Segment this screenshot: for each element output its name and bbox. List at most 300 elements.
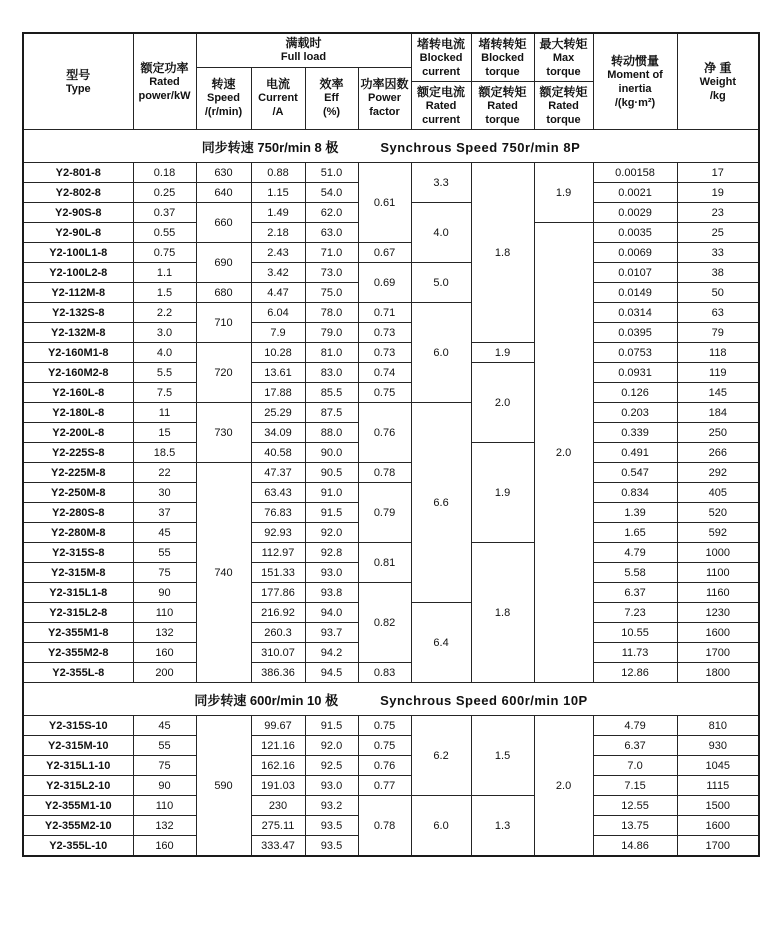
cell-value: 0.71 bbox=[358, 303, 411, 323]
cell-value: 1000 bbox=[677, 543, 759, 563]
cell-value: 177.86 bbox=[251, 583, 305, 603]
cell-value: 310.07 bbox=[251, 643, 305, 663]
header-label: /(r/min) bbox=[204, 106, 243, 119]
cell-value: 25.29 bbox=[251, 403, 305, 423]
header-label: 电流 bbox=[265, 77, 290, 92]
cell-value: 7.23 bbox=[593, 603, 677, 623]
cell-value: 0.55 bbox=[133, 223, 196, 243]
cell-value: 6.0 bbox=[411, 796, 471, 857]
table-row bbox=[23, 796, 759, 816]
cell-model-type: Y2-100L2-8 bbox=[23, 263, 133, 283]
cell-value: 94.2 bbox=[305, 643, 358, 663]
header-label: torque bbox=[485, 65, 520, 78]
cell-value: 1160 bbox=[677, 583, 759, 603]
header-label: Type bbox=[65, 82, 91, 95]
header-label: Rated bbox=[149, 75, 180, 88]
cell-value: 4.79 bbox=[593, 716, 677, 736]
cell-value: 6.04 bbox=[251, 303, 305, 323]
cell-model-type: Y2-315L2-8 bbox=[23, 603, 133, 623]
header-label: Blocked bbox=[419, 51, 463, 64]
cell-value: 4.0 bbox=[411, 203, 471, 263]
cell-value: 0.76 bbox=[358, 756, 411, 776]
table-row bbox=[23, 736, 759, 756]
cell-value: 1.15 bbox=[251, 183, 305, 203]
cell-value: 93.0 bbox=[305, 563, 358, 583]
ratio-numerator bbox=[412, 34, 471, 82]
table-row bbox=[23, 663, 759, 683]
cell-value: 0.75 bbox=[358, 736, 411, 756]
header-label: power/kW bbox=[138, 89, 191, 102]
header-label: 效率 bbox=[319, 77, 344, 92]
cell-value: 12.86 bbox=[593, 663, 677, 683]
cell-value: 1230 bbox=[677, 603, 759, 623]
cell-value: 1700 bbox=[677, 836, 759, 857]
cell-value: 0.88 bbox=[251, 163, 305, 183]
cell-value: 690 bbox=[196, 243, 251, 283]
cell-model-type: Y2-200L-8 bbox=[23, 423, 133, 443]
cell-value: 92.0 bbox=[305, 736, 358, 756]
cell-value: 90.5 bbox=[305, 463, 358, 483]
cell-value: 12.55 bbox=[593, 796, 677, 816]
header-label: Full load bbox=[280, 51, 327, 64]
cell-value: 110 bbox=[133, 796, 196, 816]
cell-value: 4.0 bbox=[133, 343, 196, 363]
header-label: torque bbox=[546, 113, 581, 126]
header-label: torque bbox=[546, 65, 581, 78]
cell-model-type: Y2-180L-8 bbox=[23, 403, 133, 423]
cell-value: 93.5 bbox=[305, 836, 358, 857]
table-row bbox=[23, 363, 759, 383]
cell-value: 94.0 bbox=[305, 603, 358, 623]
cell-value: 25 bbox=[677, 223, 759, 243]
cell-value: 0.00158 bbox=[593, 163, 677, 183]
cell-value: 71.0 bbox=[305, 243, 358, 263]
cell-value: 17.88 bbox=[251, 383, 305, 403]
cell-value: 0.203 bbox=[593, 403, 677, 423]
cell-value: 75 bbox=[133, 563, 196, 583]
header-moment-of-inertia bbox=[593, 33, 677, 130]
cell-value: 132 bbox=[133, 623, 196, 643]
cell-value: 0.76 bbox=[358, 403, 411, 463]
cell-value: 90.0 bbox=[305, 443, 358, 463]
cell-value: 0.81 bbox=[358, 543, 411, 583]
cell-value: 13.75 bbox=[593, 816, 677, 836]
cell-value: 112.97 bbox=[251, 543, 305, 563]
cell-value: 18.5 bbox=[133, 443, 196, 463]
cell-value: 0.75 bbox=[358, 716, 411, 736]
cell-value: 17 bbox=[677, 163, 759, 183]
cell-value: 37 bbox=[133, 503, 196, 523]
cell-value: 720 bbox=[196, 343, 251, 403]
cell-value: 145 bbox=[677, 383, 759, 403]
cell-value: 275.11 bbox=[251, 816, 305, 836]
cell-value: 2.0 bbox=[471, 363, 534, 443]
cell-value: 63.43 bbox=[251, 483, 305, 503]
cell-value: 5.5 bbox=[133, 363, 196, 383]
cell-value: 1.5 bbox=[133, 283, 196, 303]
cell-value: 30 bbox=[133, 483, 196, 503]
cell-value: 10.55 bbox=[593, 623, 677, 643]
cell-value: 1115 bbox=[677, 776, 759, 796]
cell-model-type: Y2-160M2-8 bbox=[23, 363, 133, 383]
section-title-en: Synchrous Speed 750r/min 8P bbox=[380, 139, 581, 155]
cell-model-type: Y2-225S-8 bbox=[23, 443, 133, 463]
cell-value: 592 bbox=[677, 523, 759, 543]
cell-value: 2.0 bbox=[534, 223, 593, 683]
table-row bbox=[23, 323, 759, 343]
table-row bbox=[23, 263, 759, 283]
section-title-en: Synchrous Speed 600r/min 10P bbox=[380, 692, 588, 708]
header-type bbox=[23, 33, 133, 130]
cell-value: 0.339 bbox=[593, 423, 677, 443]
ratio-denominator bbox=[535, 82, 593, 129]
header-max-torque-ratio bbox=[534, 33, 593, 130]
cell-value: 78.0 bbox=[305, 303, 358, 323]
cell-value: 1600 bbox=[677, 623, 759, 643]
cell-value: 92.5 bbox=[305, 756, 358, 776]
cell-model-type: Y2-280M-8 bbox=[23, 523, 133, 543]
header-label: current bbox=[422, 65, 460, 78]
cell-model-type: Y2-100L1-8 bbox=[23, 243, 133, 263]
section-header-row bbox=[23, 683, 759, 716]
cell-value: 0.0021 bbox=[593, 183, 677, 203]
cell-value: 266 bbox=[677, 443, 759, 463]
header-full-load bbox=[196, 33, 411, 67]
cell-value: 0.77 bbox=[358, 776, 411, 796]
table-row bbox=[23, 483, 759, 503]
header-label: 额定转矩 bbox=[478, 84, 527, 99]
cell-value: 6.37 bbox=[593, 583, 677, 603]
cell-value: 2.2 bbox=[133, 303, 196, 323]
cell-value: 230 bbox=[251, 796, 305, 816]
header-label: inertia bbox=[618, 82, 652, 95]
section-title bbox=[23, 683, 759, 716]
motor-spec-table bbox=[22, 32, 760, 857]
header-label: Moment of bbox=[607, 68, 663, 81]
cell-value: 0.79 bbox=[358, 483, 411, 543]
header-label: /A bbox=[272, 106, 284, 119]
header-label: 转速 bbox=[211, 77, 236, 92]
header-label: 最大转矩 bbox=[539, 36, 588, 51]
cell-model-type: Y2-90S-8 bbox=[23, 203, 133, 223]
cell-value: 1700 bbox=[677, 643, 759, 663]
cell-value: 119 bbox=[677, 363, 759, 383]
cell-value: 216.92 bbox=[251, 603, 305, 623]
cell-value: 88.0 bbox=[305, 423, 358, 443]
cell-model-type: Y2-355L-8 bbox=[23, 663, 133, 683]
ratio-numerator bbox=[535, 34, 593, 82]
table-row bbox=[23, 243, 759, 263]
cell-value: 79 bbox=[677, 323, 759, 343]
cell-value: 63 bbox=[677, 303, 759, 323]
cell-model-type: Y2-355M2-8 bbox=[23, 643, 133, 663]
cell-value: 1100 bbox=[677, 563, 759, 583]
cell-value: 55 bbox=[133, 543, 196, 563]
header-label: 额定转矩 bbox=[539, 84, 588, 99]
cell-value: 13.61 bbox=[251, 363, 305, 383]
cell-value: 630 bbox=[196, 163, 251, 183]
table-row bbox=[23, 463, 759, 483]
cell-value: 3.3 bbox=[411, 163, 471, 203]
cell-value: 45 bbox=[133, 716, 196, 736]
header-label: Current bbox=[258, 92, 298, 105]
spec-table-body bbox=[23, 33, 759, 856]
cell-value: 11 bbox=[133, 403, 196, 423]
header-label: factor bbox=[369, 106, 400, 119]
cell-model-type: Y2-802-8 bbox=[23, 183, 133, 203]
cell-model-type: Y2-355M2-10 bbox=[23, 816, 133, 836]
header-label: 额定电流 bbox=[417, 84, 466, 99]
cell-value: 7.9 bbox=[251, 323, 305, 343]
cell-value: 3.0 bbox=[133, 323, 196, 343]
header-label: /kg bbox=[709, 89, 726, 102]
cell-model-type: Y2-355L-10 bbox=[23, 836, 133, 857]
cell-model-type: Y2-225M-8 bbox=[23, 463, 133, 483]
table-row bbox=[23, 716, 759, 736]
cell-value: 1.8 bbox=[471, 543, 534, 683]
cell-value: 0.0029 bbox=[593, 203, 677, 223]
cell-value: 76.83 bbox=[251, 503, 305, 523]
cell-value: 91.5 bbox=[305, 716, 358, 736]
header-label: 净 重 bbox=[704, 60, 732, 75]
cell-value: 1500 bbox=[677, 796, 759, 816]
cell-value: 386.36 bbox=[251, 663, 305, 683]
cell-model-type: Y2-132S-8 bbox=[23, 303, 133, 323]
header-label: torque bbox=[485, 113, 520, 126]
cell-model-type: Y2-315M-8 bbox=[23, 563, 133, 583]
cell-value: 0.0395 bbox=[593, 323, 677, 343]
cell-value: 260.3 bbox=[251, 623, 305, 643]
cell-value: 6.4 bbox=[411, 603, 471, 683]
header-label: 转动惯量 bbox=[611, 53, 660, 68]
cell-value: 333.47 bbox=[251, 836, 305, 857]
table-row bbox=[23, 163, 759, 183]
header-label: 堵转电流 bbox=[417, 36, 466, 51]
cell-value: 0.0107 bbox=[593, 263, 677, 283]
cell-value: 10.28 bbox=[251, 343, 305, 363]
cell-value: 87.5 bbox=[305, 403, 358, 423]
cell-value: 0.67 bbox=[358, 243, 411, 263]
cell-value: 730 bbox=[196, 403, 251, 463]
cell-value: 6.2 bbox=[411, 716, 471, 796]
cell-value: 54.0 bbox=[305, 183, 358, 203]
header-label: Rated bbox=[487, 99, 518, 112]
cell-value: 14.86 bbox=[593, 836, 677, 857]
cell-value: 4.47 bbox=[251, 283, 305, 303]
cell-value: 93.0 bbox=[305, 776, 358, 796]
section-title bbox=[23, 130, 759, 163]
cell-value: 11.73 bbox=[593, 643, 677, 663]
cell-value: 1600 bbox=[677, 816, 759, 836]
cell-value: 6.6 bbox=[411, 403, 471, 603]
header-label: 堵转转矩 bbox=[478, 36, 527, 51]
cell-value: 0.491 bbox=[593, 443, 677, 463]
cell-value: 2.0 bbox=[534, 716, 593, 857]
cell-value: 0.69 bbox=[358, 263, 411, 303]
cell-value: 23 bbox=[677, 203, 759, 223]
header-label: Power bbox=[368, 92, 402, 105]
cell-value: 191.03 bbox=[251, 776, 305, 796]
cell-model-type: Y2-250M-8 bbox=[23, 483, 133, 503]
cell-value: 200 bbox=[133, 663, 196, 683]
cell-value: 83.0 bbox=[305, 363, 358, 383]
cell-value: 4.79 bbox=[593, 543, 677, 563]
cell-value: 520 bbox=[677, 503, 759, 523]
cell-model-type: Y2-132M-8 bbox=[23, 323, 133, 343]
cell-value: 55 bbox=[133, 736, 196, 756]
cell-model-type: Y2-280S-8 bbox=[23, 503, 133, 523]
cell-value: 0.82 bbox=[358, 583, 411, 663]
cell-value: 710 bbox=[196, 303, 251, 343]
cell-value: 73.0 bbox=[305, 263, 358, 283]
cell-value: 2.18 bbox=[251, 223, 305, 243]
cell-value: 0.75 bbox=[133, 243, 196, 263]
cell-value: 1.9 bbox=[471, 443, 534, 543]
cell-value: 640 bbox=[196, 183, 251, 203]
cell-value: 0.73 bbox=[358, 343, 411, 363]
cell-value: 0.0149 bbox=[593, 283, 677, 303]
header-efficiency bbox=[305, 67, 358, 129]
cell-value: 47.37 bbox=[251, 463, 305, 483]
header-rated-power bbox=[133, 33, 196, 130]
cell-value: 0.73 bbox=[358, 323, 411, 343]
cell-model-type: Y2-315M-10 bbox=[23, 736, 133, 756]
header-label: /(kg·m²) bbox=[614, 96, 656, 109]
header-label: current bbox=[422, 113, 460, 126]
cell-value: 62.0 bbox=[305, 203, 358, 223]
cell-model-type: Y2-112M-8 bbox=[23, 283, 133, 303]
cell-value: 79.0 bbox=[305, 323, 358, 343]
cell-model-type: Y2-315S-8 bbox=[23, 543, 133, 563]
cell-value: 3.42 bbox=[251, 263, 305, 283]
cell-value: 0.834 bbox=[593, 483, 677, 503]
cell-value: 90 bbox=[133, 583, 196, 603]
cell-value: 292 bbox=[677, 463, 759, 483]
cell-value: 0.0035 bbox=[593, 223, 677, 243]
cell-model-type: Y2-160L-8 bbox=[23, 383, 133, 403]
header-label: 额定功率 bbox=[140, 60, 189, 75]
cell-value: 1.1 bbox=[133, 263, 196, 283]
cell-value: 7.15 bbox=[593, 776, 677, 796]
cell-model-type: Y2-160M1-8 bbox=[23, 343, 133, 363]
header-label: Rated bbox=[548, 99, 579, 112]
cell-value: 51.0 bbox=[305, 163, 358, 183]
header-row-1 bbox=[23, 33, 759, 67]
cell-value: 250 bbox=[677, 423, 759, 443]
cell-model-type: Y2-315L2-10 bbox=[23, 776, 133, 796]
cell-value: 93.5 bbox=[305, 816, 358, 836]
cell-value: 0.74 bbox=[358, 363, 411, 383]
cell-value: 405 bbox=[677, 483, 759, 503]
cell-value: 0.25 bbox=[133, 183, 196, 203]
header-label: Eff bbox=[324, 92, 339, 105]
cell-value: 85.5 bbox=[305, 383, 358, 403]
cell-value: 91.5 bbox=[305, 503, 358, 523]
cell-value: 99.67 bbox=[251, 716, 305, 736]
cell-value: 40.58 bbox=[251, 443, 305, 463]
cell-value: 810 bbox=[677, 716, 759, 736]
header-label: Max bbox=[552, 51, 575, 64]
cell-value: 184 bbox=[677, 403, 759, 423]
section-title-cn: 同步转速 750r/min 8 极 bbox=[201, 139, 339, 155]
header-label: Blocked bbox=[481, 51, 524, 64]
cell-value: 0.126 bbox=[593, 383, 677, 403]
cell-value: 1.9 bbox=[471, 343, 534, 363]
header-label: 型号 bbox=[66, 67, 91, 82]
cell-value: 75 bbox=[133, 756, 196, 776]
cell-value: 0.0069 bbox=[593, 243, 677, 263]
section-title-cn: 同步转速 600r/min 10 极 bbox=[194, 692, 339, 708]
cell-value: 34.09 bbox=[251, 423, 305, 443]
table-row bbox=[23, 343, 759, 363]
table-row bbox=[23, 543, 759, 563]
cell-value: 0.547 bbox=[593, 463, 677, 483]
table-row bbox=[23, 583, 759, 603]
cell-value: 1800 bbox=[677, 663, 759, 683]
cell-value: 0.78 bbox=[358, 463, 411, 483]
cell-value: 91.0 bbox=[305, 483, 358, 503]
cell-value: 930 bbox=[677, 736, 759, 756]
cell-value: 94.5 bbox=[305, 663, 358, 683]
cell-value: 110 bbox=[133, 603, 196, 623]
cell-value: 5.0 bbox=[411, 263, 471, 303]
header-speed bbox=[196, 67, 251, 129]
cell-value: 93.7 bbox=[305, 623, 358, 643]
cell-value: 63.0 bbox=[305, 223, 358, 243]
cell-model-type: Y2-315L1-8 bbox=[23, 583, 133, 603]
cell-value: 22 bbox=[133, 463, 196, 483]
cell-value: 162.16 bbox=[251, 756, 305, 776]
cell-model-type: Y2-801-8 bbox=[23, 163, 133, 183]
cell-value: 50 bbox=[677, 283, 759, 303]
cell-value: 151.33 bbox=[251, 563, 305, 583]
header-label: 满载时 bbox=[285, 36, 322, 51]
cell-value: 660 bbox=[196, 203, 251, 243]
cell-value: 92.93 bbox=[251, 523, 305, 543]
header-current bbox=[251, 67, 305, 129]
cell-value: 121.16 bbox=[251, 736, 305, 756]
cell-value: 132 bbox=[133, 816, 196, 836]
cell-value: 1.49 bbox=[251, 203, 305, 223]
cell-value: 1.9 bbox=[534, 163, 593, 223]
table-row bbox=[23, 383, 759, 403]
cell-value: 0.37 bbox=[133, 203, 196, 223]
header-blocked-current-ratio bbox=[411, 33, 471, 130]
cell-value: 0.75 bbox=[358, 383, 411, 403]
cell-value: 1.65 bbox=[593, 523, 677, 543]
header-blocked-torque-ratio bbox=[471, 33, 534, 130]
ratio-denominator bbox=[412, 82, 471, 129]
cell-value: 38 bbox=[677, 263, 759, 283]
cell-value: 93.2 bbox=[305, 796, 358, 816]
cell-value: 1.3 bbox=[471, 796, 534, 857]
cell-value: 2.43 bbox=[251, 243, 305, 263]
cell-model-type: Y2-315L1-10 bbox=[23, 756, 133, 776]
table-row bbox=[23, 303, 759, 323]
header-label: Speed bbox=[206, 92, 240, 105]
cell-value: 5.58 bbox=[593, 563, 677, 583]
cell-value: 118 bbox=[677, 343, 759, 363]
cell-value: 90 bbox=[133, 776, 196, 796]
cell-value: 590 bbox=[196, 716, 251, 857]
cell-value: 0.78 bbox=[358, 796, 411, 857]
cell-value: 7.5 bbox=[133, 383, 196, 403]
cell-value: 160 bbox=[133, 643, 196, 663]
header-label: Weight bbox=[699, 75, 737, 88]
cell-value: 6.0 bbox=[411, 303, 471, 403]
cell-value: 0.0753 bbox=[593, 343, 677, 363]
cell-model-type: Y2-355M1-8 bbox=[23, 623, 133, 643]
